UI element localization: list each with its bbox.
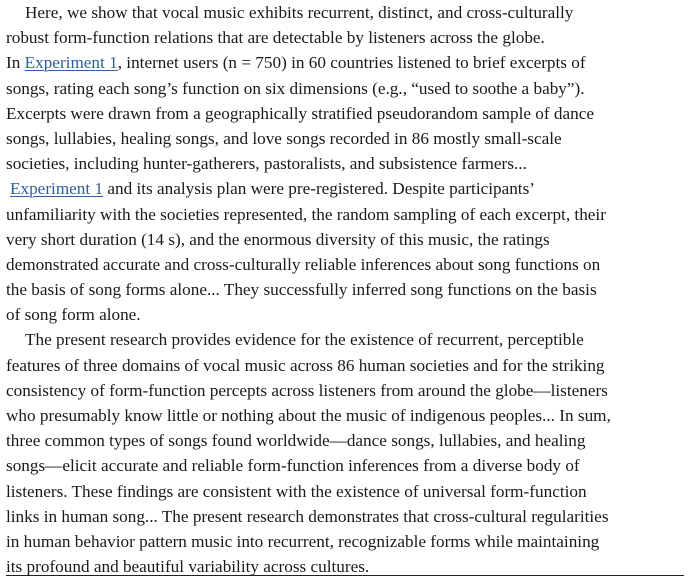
paragraph-2 (6, 327, 684, 579)
text-line: links in human song... The present research demonstrates that cross-cultural regularities (6, 506, 609, 526)
text-line: robust form-function relations that are detectable by listeners across the globe. (6, 28, 545, 48)
text-line: consistency of form-function percepts across listeners from around the globe—listeners (6, 380, 608, 400)
text-line: songs, lullabies, healing songs, and love songs recorded in 86 mostly small-scale (6, 128, 562, 148)
text-line: the basis of song forms alone... They successfully inferred song functions on the basis (6, 280, 597, 300)
paragraph-1 (6, 0, 684, 327)
text-line: of song form alone. (6, 305, 141, 325)
text-fragment: , internet users (n = 750) in 60 countries listened to brief excerpts of (117, 53, 586, 73)
text-line: songs—elicit accurate and reliable form-function inferences from a diverse body of (6, 456, 580, 476)
text-line: songs, rating each song’s function on six dimensions (e.g., “used to soothe a baby”). (6, 78, 585, 98)
text-line: listeners. These findings are consistent with the existence of universal form-function (6, 481, 587, 501)
experiment-1-link[interactable]: Experiment 1 (24, 53, 118, 73)
text-fragment: and its analysis plan were pre-registered. Despite participants’ (103, 179, 535, 199)
text-line: Here, we show that vocal music exhibits recurrent, distinct, and cross-culturally (25, 3, 574, 22)
text-line: in human behavior pattern music into recurrent, recognizable forms while maintaining (6, 531, 600, 551)
text-line: features of three domains of vocal music across 86 human societies and for the striking (6, 355, 605, 375)
text-line: societies, including hunter-gatherers, pastoralists, and subsistence farmers... (6, 154, 527, 174)
text-line: its profound and beautiful variability across cultures. (6, 557, 370, 577)
document-excerpt (6, 0, 684, 576)
text-line (6, 176, 684, 201)
text-line: three common types of songs found worldwide—dance songs, lullabies, and healing (6, 431, 586, 451)
text-line: Excerpts were drawn from a geographically stratified pseudorandom sample of dance (6, 103, 594, 123)
text-line (6, 50, 684, 75)
text-line: The present research provides evidence for the existence of recurrent, perceptible (25, 330, 584, 350)
experiment-1-link[interactable]: Experiment 1 (10, 179, 104, 199)
text-line: demonstrated accurate and cross-culturally reliable inferences about song functions on (6, 254, 601, 274)
text-line: unfamiliarity with the societies represented, the random sampling of each excerpt, their (6, 204, 606, 224)
text-line: who presumably know little or nothing about the music of indigenous peoples... In sum, (6, 406, 611, 425)
text-line: very short duration (14 s), and the enormous diversity of this music, the ratings (6, 229, 550, 249)
text-fragment: In (6, 53, 25, 73)
